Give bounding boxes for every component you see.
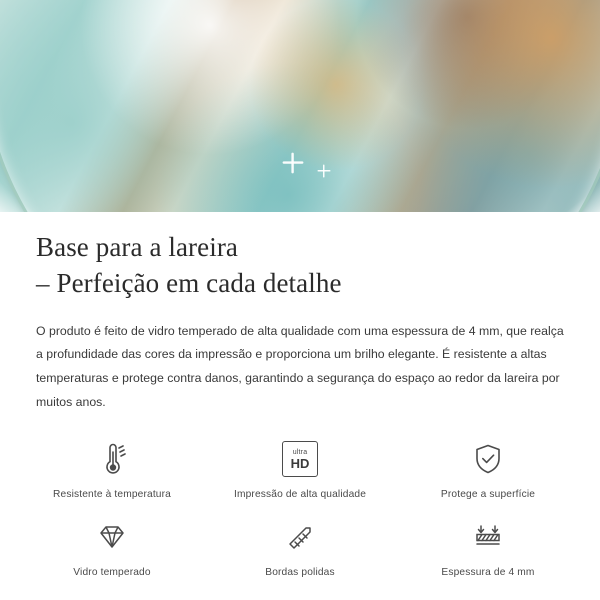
thickness-icon [468, 514, 508, 560]
hero-image [0, 0, 600, 212]
feature-label: Impressão de alta qualidade [233, 489, 367, 501]
feature-item-polished-edges [206, 514, 394, 578]
feature-item-thickness [394, 514, 582, 578]
feature-label: Vidro temperado [73, 567, 151, 579]
content-block [0, 212, 600, 414]
feature-grid [0, 436, 600, 578]
feature-label: Espessura de 4 mm [441, 567, 535, 579]
shield-check-icon [468, 436, 508, 482]
polished-edges-icon [280, 514, 320, 560]
thermometer-icon [92, 436, 132, 482]
feature-item-tempered-glass [18, 514, 206, 578]
feature-item-surface-protection [394, 436, 582, 500]
ultra-hd-bottom-label: HD [290, 455, 310, 471]
ultra-hd-top-label: ultra [292, 448, 308, 456]
headline-line-2: – Perfeição em cada detalhe [36, 267, 342, 298]
headline-line-1: Base para a lareira [36, 232, 239, 262]
ultra-hd-icon [282, 436, 318, 482]
feature-label: Bordas polidas [265, 567, 335, 579]
feature-item-temperature [18, 436, 206, 500]
hero-round-mask [0, 0, 600, 212]
feature-item-print-quality [206, 436, 394, 500]
feature-label: Protege a superfície [440, 489, 536, 501]
feature-label: Resistente à temperatura [53, 489, 171, 501]
page-title [36, 230, 564, 302]
diamond-icon [92, 514, 132, 560]
description-paragraph: O produto é feito de vidro temperado de alta qualidade com uma espessura de 4 mm, que realça a profundidade das cores da impressão e proporciona um brilho elegante. É resistente a altas temperaturas e protege contra danos, garantindo a segurança do espaço ao redor da lareira por muitos anos. [36, 323, 564, 409]
